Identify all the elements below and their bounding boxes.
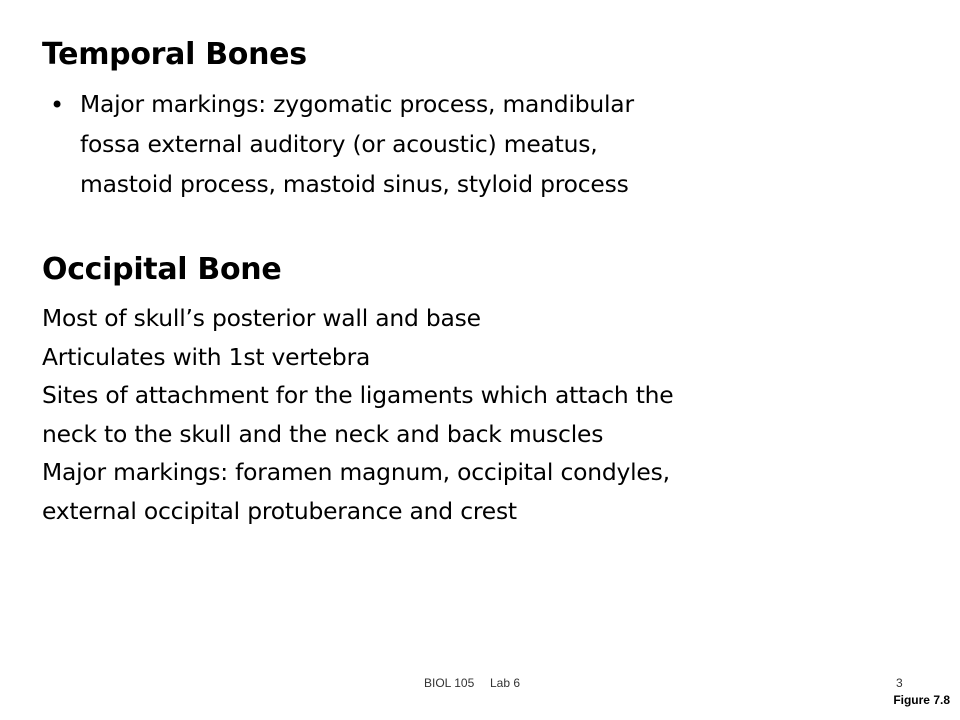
bullet-icon: • — [50, 91, 65, 119]
body-line: neck to the skull and the neck and back muscles — [42, 419, 604, 448]
bullet-line: mastoid process, mastoid sinus, styloid process — [80, 170, 629, 198]
footer-course: BIOL 105 — [424, 676, 475, 690]
temporal-bones-heading: Temporal Bones — [42, 37, 307, 72]
bullet-line: Major markings: zygomatic process, mandibular — [80, 90, 634, 118]
body-line: Most of skull’s posterior wall and base — [42, 304, 481, 332]
occipital-body — [42, 299, 922, 531]
temporal-bullet-text — [80, 84, 634, 204]
page-number: 3 — [896, 676, 903, 690]
bullet-line: fossa external auditory (or acoustic) meatus, — [80, 130, 598, 158]
body-line: Major markings: foramen magnum, occipital condyles, — [42, 458, 670, 487]
footer-lab: Lab 6 — [490, 676, 521, 690]
body-line: Sites of attachment for the ligaments which attach the — [42, 381, 674, 410]
body-line: external occipital protuberance and crest — [42, 496, 517, 525]
body-line: Articulates with 1st vertebra — [42, 342, 371, 371]
figure-label: Figure 7.8 — [893, 693, 950, 707]
occipital-bone-heading: Occipital Bone — [42, 252, 282, 287]
